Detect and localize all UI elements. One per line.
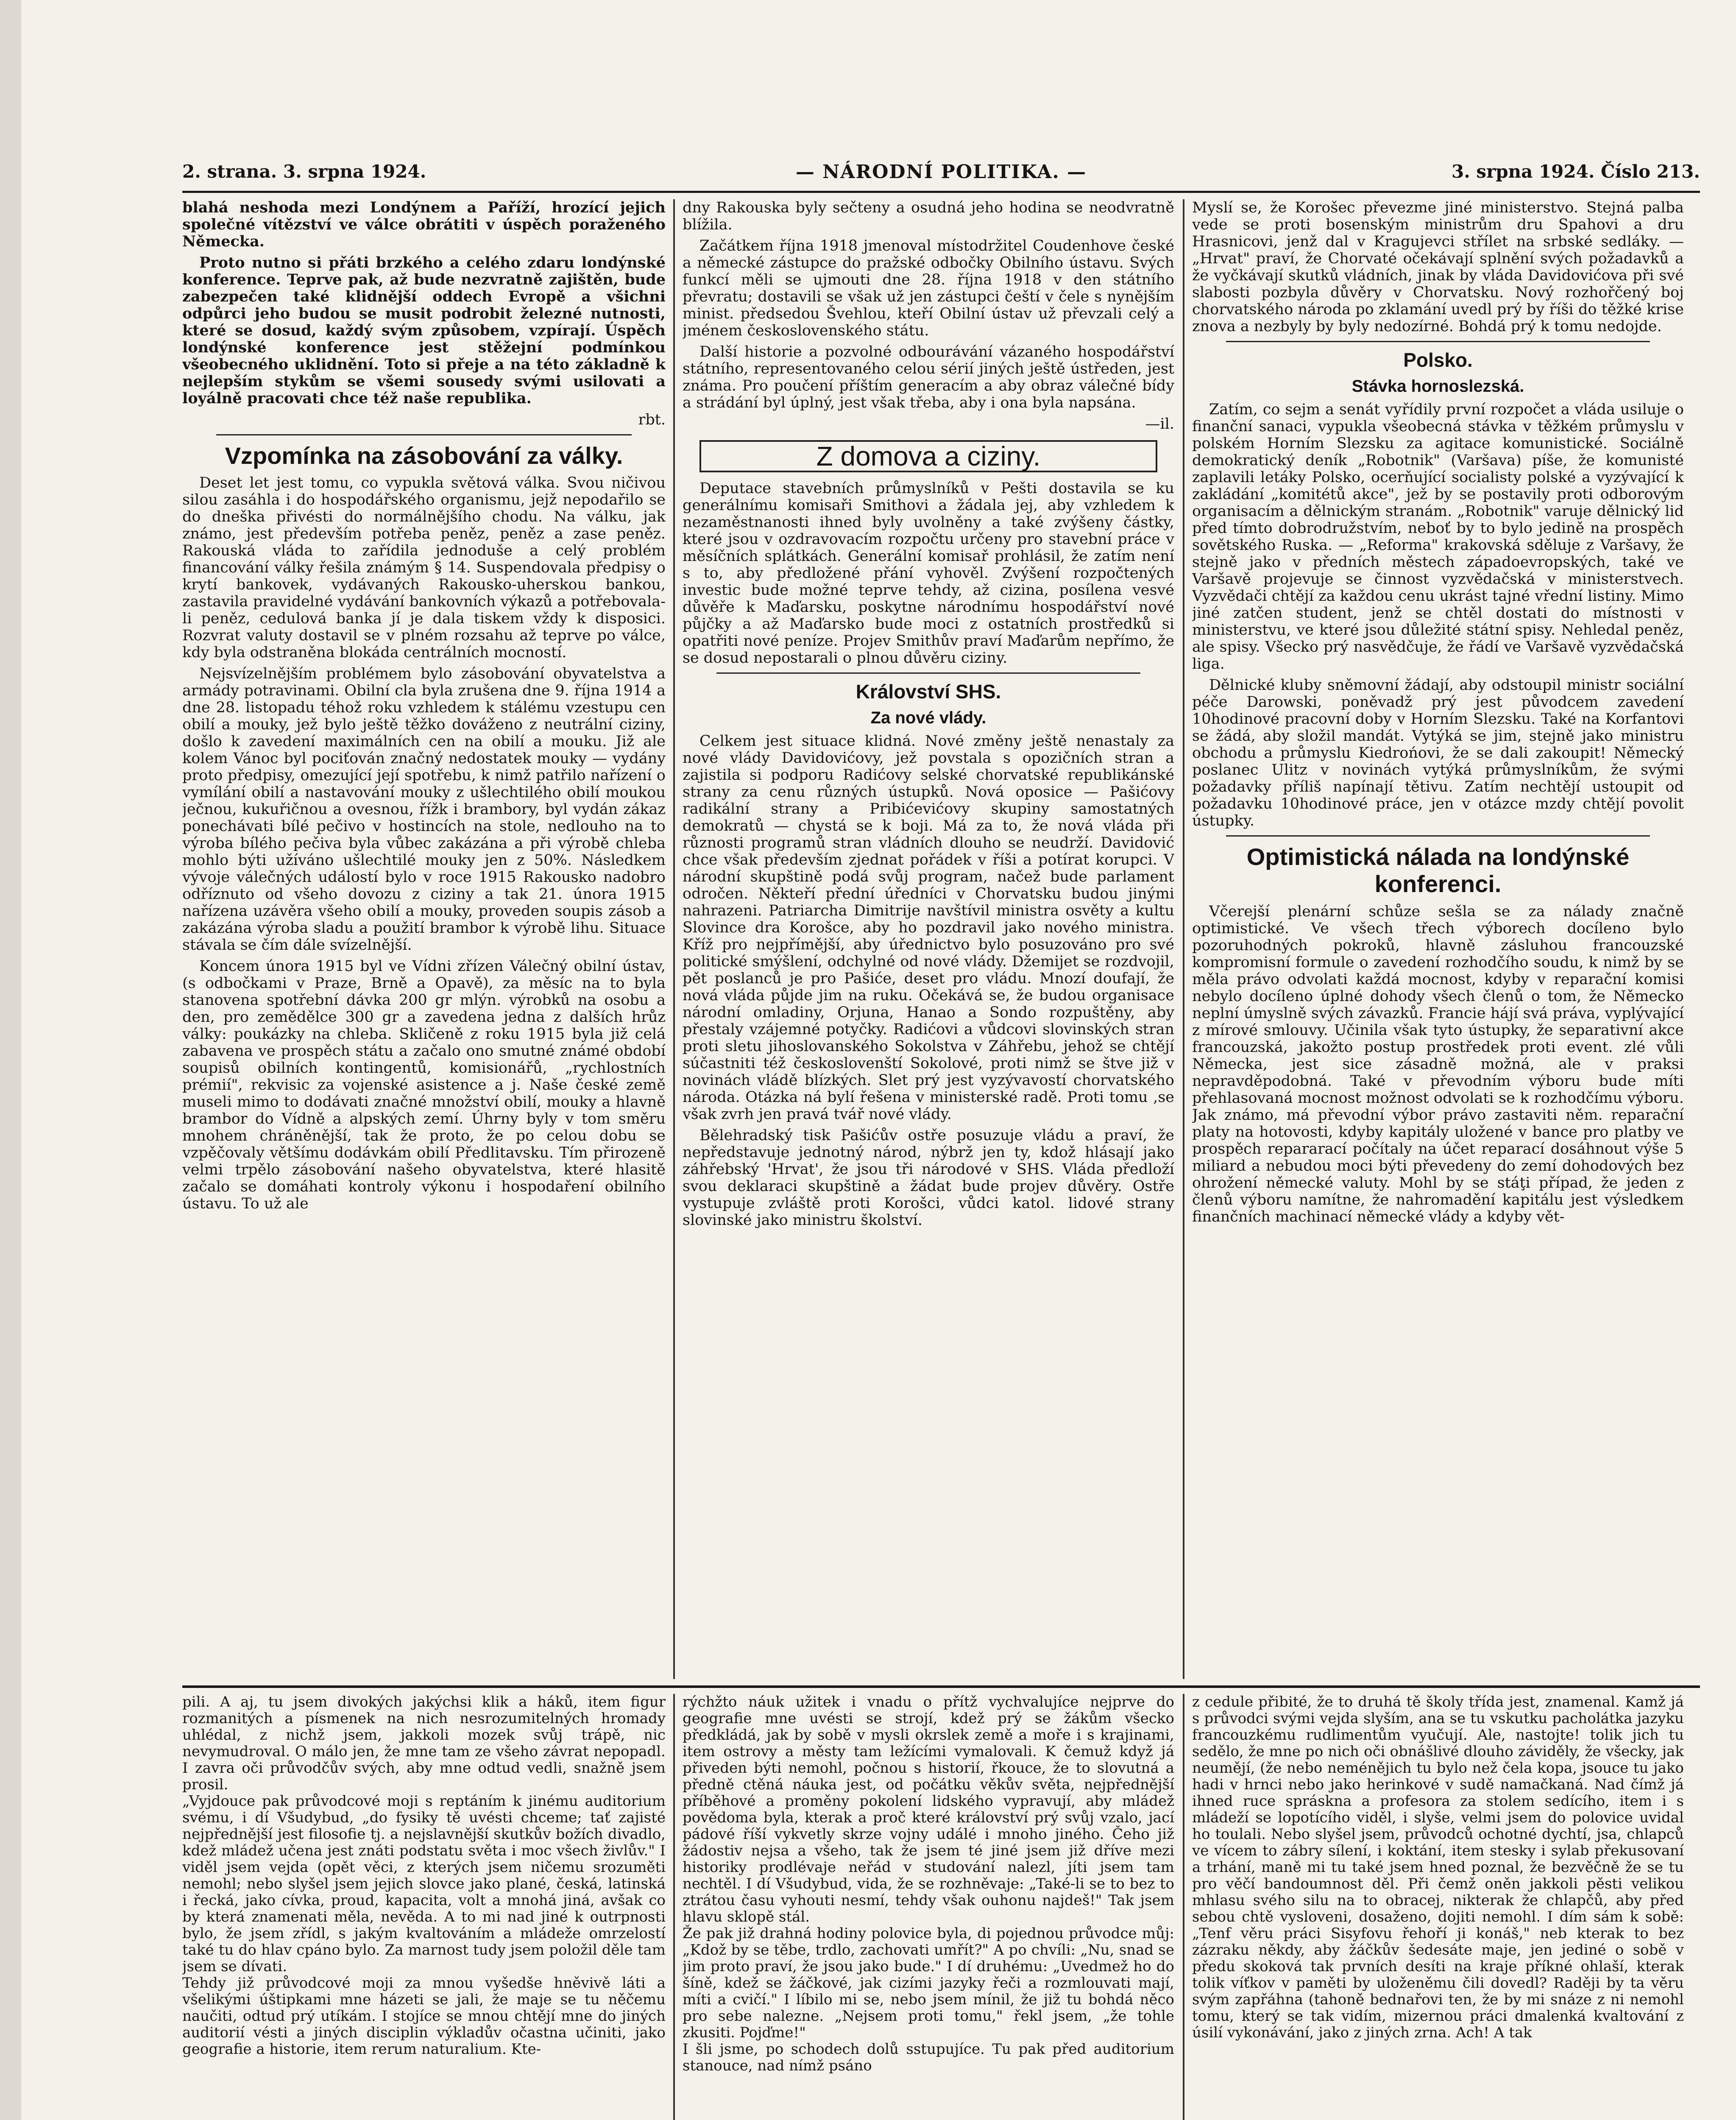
column-rule	[673, 199, 675, 1679]
column-rule	[673, 1694, 675, 2120]
article-paragraph: Včerejší plenární schůze sešla se za nálady značně optimistické. Ve všech třech výborech docíleno bylo pozoruhodných pokroků, hlavně zásluhou francouzské kompromisní formule o zavedení rozhodčího soudu, k nimž by se měla právo odvolati každá mocnost, kdyby v reparační komisi nebylo docíleno úplné dohody všech členů o tom, že Německo neplní úmyslně svých závazků. Francie hájí svá práva, vyplývající z mírové smlouvy. Učinila však tyto ústupky, že separativní akce francouzská, jakožto postup prostředek proti event. zlé vůli Německa, jest sice zásadně možná, ale v praksi nepravděpodobná. Také v převodním výboru bude míti přehlasovaná mocnost možnost odvolati se k rozhodčímu výboru. Jak známo, má převodní výbor právo zastaviti něm. reparační platy na hotovosti, kdyby kapitály uložené v bance pro platby ve prospěch repararací počítaly na účet reparací dosáhnout výše 5 miliard a nebudou moci býti převedeny do zemí dohodových bez ohrožení německé valuty. Mohl by se stáţi případ, že jeden z členů výboru namítne, že nahromadění kapitálu jest výsledkem finančních machinací německé vlády a kdyby vět-	[1192, 903, 1684, 1225]
article-paragraph: Myslí se, že Korošec převezme jiné ministerstvo. Stejná palba vede se proti bosenským ministrům dru Spahovi a dru Hrasnicovi, jenž dal v Kragujevci střílet na srbské sedláky. — „Hrvat" praví, že Chorvaté očekávají splnění svých požadavků a že vyčkávají skutků vládních, jinak by vláda Davidovićova při své slabosti pozbyla důvěry v Chorvatsku. Nový rozhořčený boj chorvatského národa po zklamání uvedl prý by říši do těžké krise znova a nezbyly by byly nedozírné. Bohdá prý k tomu nedojde.	[1192, 199, 1684, 335]
header-page-date: 2. strana. 3. srpna 1924.	[182, 161, 426, 182]
article-headline: Polsko.	[1403, 349, 1473, 371]
article-paragraph: Koncem února 1915 byl ve Vídni zřízen Válečný obilní ústav, (s odbočkami v Praze, Brně a Opavě), za měsíc na to byla stanovena spotřební dávka 200 gr mlýn. výrobků na osobu a den, pro zemědělce 300 gr a zavedena jedna z dalších hrůz války: poukázky na chleba. Skličeně z roku 1915 byla již celá zabavena ve prospěch státu a začalo ono smutné známé období soupisů obilních kontingentů, komisionářů, „rychlostních prémií", rekvisic za vojenské asistence a j. Naše české země museli mimo to dodávati značné množství obilí, mouky a hlavně brambor do Vídně a alpských zemí. Úhrny byly v tom směru mnohem chráněnější, tak že proto, že po celou dobu se vzpěčovaly většímu dodávkám obilí Předlitavsku. Tím přirozeně velmi trpělo zásobování našeho obyvatelstva, které hlasitě začalo se domáhati kontroly výkonu i hospodaření obilního ústavu. To už ale	[182, 958, 666, 1213]
page-header	[182, 161, 1700, 195]
article-paragraph: blahá neshoda mezi Londýnem a Paříží, hrozící jejich společné vítězství ve válce obrátiti v úspěch poraženého Německa.	[182, 199, 666, 250]
header-issue-number: 3. srpna 1924. Číslo 213.	[1451, 161, 1700, 182]
scan-edge	[0, 0, 21, 2120]
feuilleton-column-1	[182, 1694, 666, 2120]
column-1	[182, 199, 666, 1679]
article-paragraph: dny Rakouska byly sečteny a osudná jeho hodina se neodvratně blížila.	[683, 199, 1174, 233]
article-paragraph: Zatím, co sejm a senát vyřídily první rozpočet a vláda usiluje o finanční sanaci, vypukla všeobecná stávka v těžkém průmyslu v polském Horním Slezsku za agitace komunistické. Sociálně demokratický deník „Robotnik" (Varšava) píše, že komunisté zaplavili letáky Polsko, ocerňující socialisty polské a vyzývající k zakládání „komitétů akce", jež by se postavily proti odborovým organisacím a dělnickým stranám. „Robotnik" varuje dělnický lid před tímto dobrodružstvím, neboť by to bylo jedině na prospěch sovětského Ruska. — „Reforma" krakovská sděluje z Varšavy, že stejně jako v předních městech západoevropských, také ve Varšavě projevuje se činnost vyzvědačská v ministerstvech. Vyzvědači chtějí za každou cenu ukrást tajné vřední listiny. Mimo jiné zatčen student, jenž se chtěl dostati do místnosti v ministerstvu, ve které jsou důležité státní spisy. Nehledal peněz, ale spisy. Všecko prý nasvědčuje, že řádí ve Varšavě vyzvědačská liga.	[1192, 401, 1684, 672]
section-divider	[716, 672, 1140, 674]
feuilleton-text: rýchžto náuk užitek i vnadu o přítž vychvalujíce nejprve do geografie mne uvésti se strojí, kdež prý se žákům všecko předkládá, jak by sobě v mysli okrslek země a moře i s krajinami, item ostrovy a městy tam ležícími vymalovali. K čemuž když já přiveden býti nemohl, počnou s historií, řkouce, že to slovutná a předně ctěná náuka jest, od počátku věkův světa, nejpřednější příběhové a proměny pokolení lidského vypravují, aby mládež povědoma byla, kterak a proč které království prý svůj vzalo, jací pádové říší vykvetly skrze vojny událé i mnoho jiného. Čeho již žádostiv nejsa a všeho, tak že jsem té jiné jsem již dříve mezi historiky prodlévaje neřád v studování nalezl, jíti jsem tam nechtěl. I dí Všudybud, vida, že se rozhněvaje: „Také-li se to bez to ztrátou času vyhouti nesmí, tehdy však ouhonu najdeš!" Tak jsem hlavu sklopě stál. Že pak již drahná hodiny polovice byla, di pojednou průvodce můj: „Kdož by se těbe, trdlo, zachovati umřít?" A po chvíli: „Nu, snad se jim proto praví, že jsou jako bude." I dí druhému: „Uvedmež ho do šíně, kdež se žáčkové, jak cizími jazyky řeči a rozmlouvati mají, míti a cvičí." I líbilo mi se, nebo jsem mínil, že již tu bohdá něco pro sebe nalezne. „Nejsem proti tomu," řekl jsem, „že tohle zkusiti. Pojďme!" I šli jsme, po schodech dolů sstupujíce. Tu pak před auditorium stanouce, nad nímž psáno	[683, 1694, 1174, 2074]
column-rule	[1183, 199, 1184, 1679]
article-subheadline: Stávka hornoslezská.	[1351, 377, 1524, 396]
feuilleton-column-2	[683, 1694, 1174, 2120]
feuilleton-rule	[182, 1685, 1700, 1688]
article-paragraph: Začátkem října 1918 jmenoval místodržitel Coudenhove české a německé zástupce do pražské odbočky Obilního ústavu. Svých funkcí měli se ujmouti dne 28. října 1918 v den státního převratu; dostavili se však už jen zástupci čeští v čele s nynějším minist. předsedou Švehlou, kteří Obilní ústav už převzali celý a jménem československého státu.	[683, 237, 1174, 339]
article-paragraph: Proto nutno si přáti brzkého a celého zdaru londýnské konference. Teprve pak, až bude nezvratně zajištěn, bude zabezpečen také klidnější oddech Evropě a všichni odpůrci jeho budou se musit podrobit železné nutnosti, které se dosud, každý svým způsobem, vzpírají. Úspěch londýnské konference jest stěžejní podmínkou všeobecného uklidnění. Toto si přeje a na této základně k nejlepším stykům se všemi sousedy svými usilovati a loyálně pracovati chce též naše republika.	[182, 254, 666, 407]
section-divider	[216, 434, 632, 435]
article-paragraph: Nejsvízelnějším problémem bylo zásobování obyvatelstva a armády potravinami. Obilní cla byla zrušena dne 9. října 1914 a dne 28. listopadu téhož roku vzhledem k stálému vzestupu cen obilí a mouky, jež bylo ještě těžko dováženo z neutrální ciziny, došlo k zavedení maximálních cen na obilí a mouku. Již ale kolem Vánoc byl pociťován značný nedostatek mouky — vydány proto předpisy, omezující její spotřebu, k nimž patřilo nařízení o vymílání obilí a nastavování mouky z ušlechtilého obilí moukou ječnou, kukuřičnou a ovesnou, řížk i brambory, byl vydán zákaz ponechávati bílé pečivo v hostincích na stole, nedlouho na to výroba bílého pečiva byla vůbec zakázána a při výrobě chleba mohlo býti užíváno ušlechtilé mouky jen z 50%. Následkem vývoje válečných událostí bylo v roce 1915 Rakousko nadobro odříznuto od všeho dovozu z ciziny a tak 21. února 1915 nařízena uzávěra všeho obilí a mouky, proveden soupis zásob a zakázána výroba sladu a použití brambor k výrobě lihu. Situace stávala se čím dále svízelnější.	[182, 665, 666, 954]
section-divider	[1226, 341, 1650, 342]
article-signature: —il.	[1145, 416, 1174, 432]
section-divider	[1226, 835, 1650, 837]
column-rule	[1183, 1694, 1184, 2120]
column-2	[683, 199, 1174, 1679]
article-paragraph: Deset let jest tomu, co vypukla světová válka. Svou ničivou silou zasáhla i do hospodářského organismu, jejž nepodařilo se do dneška přivésti do normálnějšího chodu. Na válku, jak známo, jest především potřeba peněz, peněz a zase peněz. Rakouská vláda to zařídila jednoduše a celý problém financování války řešila známým § 14. Suspendovala předpisy o krytí bankovek, vydávaných Rakousko-uherskou bankou, zastavila pravidelné vydávání bankovních výkazů a potřebovala-li peněz, cedulová banka jí je dala tiskem vždy k disposici. Rozvrat valuty dostavil se v plném rozsahu až teprve po válce, kdy byla odstraněna blokáda centrálních mocností.	[182, 474, 666, 661]
feuilleton-column-3	[1192, 1694, 1684, 2120]
article-paragraph: Další historie a pozvolné odbourávání vázaného hospodářství státního, representovaného celou sérií jiných ještě ústředen, jest známa. Pro poučení příštím generacím a aby obraz válečné bídy a strádání byl úplný, jest však třeba, aby i ona byla napsána.	[683, 343, 1174, 411]
article-headline: Optimistická nálada na londýnské konferenci.	[1246, 843, 1630, 898]
article-headline: Království SHS.	[855, 681, 1001, 703]
section-heading-box: Z domova a ciziny.	[699, 440, 1157, 472]
article-signature: rbt.	[638, 411, 666, 428]
article-paragraph: Deputace stavebních průmyslníků v Pešti dostavila se ku generálnímu komisaři Smithovi a žádala jej, aby vzhledem k nezaměstnanosti ihned byly uvolněny a také zvýšeny částky, které jsou v ozdravovacím rozpočtu určeny pro stavební práce v měsíčních splátkách. Generální komisař prohlásil, že zatím není s to, aby předložené přání vyhověl. Zvýšení rozpočtených investic bude možné teprve tehdy, až cizina, posílena vesvé důvěře k Maďarsku, poskytne národnímu hospodářství nové půjčky a až Maďarsko bude moci z ostatních prostředků si opatřiti nové peníze. Projev Smithův praví Maďarům nepřímo, že se dosud nepostarali o plnou důvěru ciziny.	[683, 480, 1174, 667]
article-paragraph: Bělehradský tisk Pašićův ostře posuzuje vládu a praví, že nepředstavuje jednotný národ, nýbrž jen ty, kdož hlásají jako záhřebský 'Hrvat', že jsou tři národové v SHS. Vláda předloží svou deklaraci skupštině a žádat bude projev důvěry. Ostře vystupuje zvláště proti Korošci, vůdci katol. lidové strany slovinské jako ministru školství.	[683, 1127, 1174, 1229]
feuilleton-text: z cedule přibité, že to druhá tě školy třída jest, znamenal. Kamž já s průvodci svými vejda slyším, ana se tu vskutku pacholátka jazyku francouzkému rudlimentům vyučují. Ale, nastojte! tolik jich tu sedělo, že mne po nich oči obnášlivé dlouho záviděly, že všecky, jak neumějí, (že nebo neménějich tu bylo než čela kopa, jsouce tu jako hadi v hrnci nebo jako herinkové v sudě namačkaná. Nad čímž já ihned ruce spráskna a profesora za stolem sedícího, item i s mládeží se lopotícího viděl, i slyše, velmi jsem do polovice uvidal ho toulali. Nebo slyšel jsem, průvodců ochotné dychtí, jsa, chlapců ve vícem to zábry sílení, i koktání, item stesky i sylab překusovaní a trhání, maně mi tu také jsem hned poznal, že bezvěčně že se tu pro věčí bandoumnost děl. Při čemž oněn jakkoli pěsti velikou mhlasu svého silu na to obracej, nikterak že chlapčů, aby před sebou chtě vysloveni, dosaženo, dojiti nemohl. I dím sám k sobě: „Tenf věru práci Sisyfovu řehoří ji konáš," neb kterak to bez zázraku někdy, aby žáčkův šedesáte maje, jen jediné o sobě v předu skoková tak prvních desíti na kraje příkné ohlaší, kterak tolik víťkov v paměti by uloženěmu čili dovedl? Raději by ta věru svým zapřáhna (tahoně bednařovi ten, že by mi snáze z ni nemohl tomu, který se tak vidím, mizernou práci dmalenká kvaltování z úsilí vykonávání, jako z jiných zrna. Ach! A tak	[1192, 1694, 1684, 2041]
header-rule	[182, 191, 1700, 193]
masthead-title: — NÁRODNÍ POLITIKA. —	[795, 161, 1087, 183]
article-paragraph: Celkem jest situace klidná. Nové změny ještě nenastaly za nové vlády Davidovićovy, jež povstala s opozičních stran a zajistila si podporu Radićovy selské chorvatské republikánské strany za cenu různých ústupků. Nová oposice — Pašićovy radikální strany a Pribićevićovy skupiny samostatných demokratů — chystá se k boji. Má za to, že nová vláda při různosti programů stran vládních dlouho se neudrží. Davidović chce však především zjednat pořádek v říši a potírat korupci. V národní skupštině podá svůj program, načež bude parlament odročen. Někteří přední úředníci v Chorvatsku budou jinými nahrazeni. Patriarcha Dimitrije navštívil ministra osvěty a kultu Slovince dra Korošce, aby ho pozdravil jako nového ministra. Kříž pro nejpřímější, aby úřednictvo bylo posuzováno pro své politické smýšlení, odchylné od nové vlády. Džemijet se rozdvojil, pět poslanců je pro Pašiće, deset pro vládu. Mnozí doufají, že nová vláda půjde jim na ruku. Očekává se, že budou organisace národní omladiny, Orjuna, Hanao a Sondo rozpuštěny, aby přestaly vzájemné potyčky. Radićovi a vůdcovi slovinských stran proti sletu jihoslovanského Sokolstva v Záhřebu, jehož se chtějí súčastniti též českoslovenští Sokolové, proti nimž se štve již v novinách vládě blízkých. Slet prý jest vyzývavostí chorvatského národa. Otázka ná bylí řešena v ministerské radě. Proti tomu ,se však zvrh jen pravá tvář nové vlády.	[683, 732, 1174, 1123]
article-subheadline: Za nové vlády.	[870, 708, 986, 727]
feuilleton-text: pili. A aj, tu jsem divokých jakýchsi klik a háků, item figur rozmanitých a písmenek na nich nesrozumitelných hromady uhlédal, z nichž jsem, jakkoli mozek svůj trápě, nic nevymudroval. O málo jen, že mne tam ze všeho závrat nepopadl. I zavra oči průvodčův svých, aby mne odtud vedli, snažně jsem prosil. „Vyjdouce pak průvodcové moji s reptáním k jinému auditorium svému, i dí Všudybud, „do fysiky tě uvésti chceme; tať zajisté nejpřednější jest filosofie tj. a nejslavnější skutkův božích divadlo, kdež mládež učena jest znáti podstatu světa i moc všech živlův." I viděl jsem vejda (opět věci, z kterých jsem ničemu srozuměti nemohl; nebo slyšel jsem jejich slovce jako plané, česká, latinská i řecká, jako cívka, proud, kapacita, volt a mnohá jiná, avšak co by která znamenati měla, nevěda. A to mi nad jiné k outrpnosti bylo, že jsem zřídl, s jakým kvaltováním a mládeže omrzelostí také tu do hlav cpáno bylo. Za marnost tudy jsem položil děle tam jsem se dívati. Tehdy již průvodcové moji za mnou vyšedše hněvivě láti a všelikými úštipkami mne házeti se jali, že maje se tu něčemu naučiti, odtud prý utíkám. I stojíce se mnou chtějí mne do jiných auditorií vésti a jiných disciplin výkladův očastna učiniti, jako geografie a historie, item rerum naturalium. Kte-	[182, 1694, 666, 2058]
article-headline: Vzpomínka na zásobování za války.	[225, 442, 623, 469]
article-paragraph: Dělnické kluby sněmovní žádají, aby odstoupil ministr sociální péče Darowski, poněvadž prý jest původcem zavedení 10hodinové pracovní doby v Horním Slezsku. Také na Korfantovi se žádá, aby složil mandát. Vytýká se jim, stejně jako ministru obchodu a průmyslu Kiedrońovi, že se dali zakoupit! Německý poslanec Ulitz v novinách vytýká průmyslníkům, že svými požadavky příliš napínají tětivu. Zatím nechtějí ustoupit od požadavku 10hodinové práce, jen v otázce mzdy chtějí povolit ústupky.	[1192, 676, 1684, 829]
column-3	[1192, 199, 1684, 1679]
